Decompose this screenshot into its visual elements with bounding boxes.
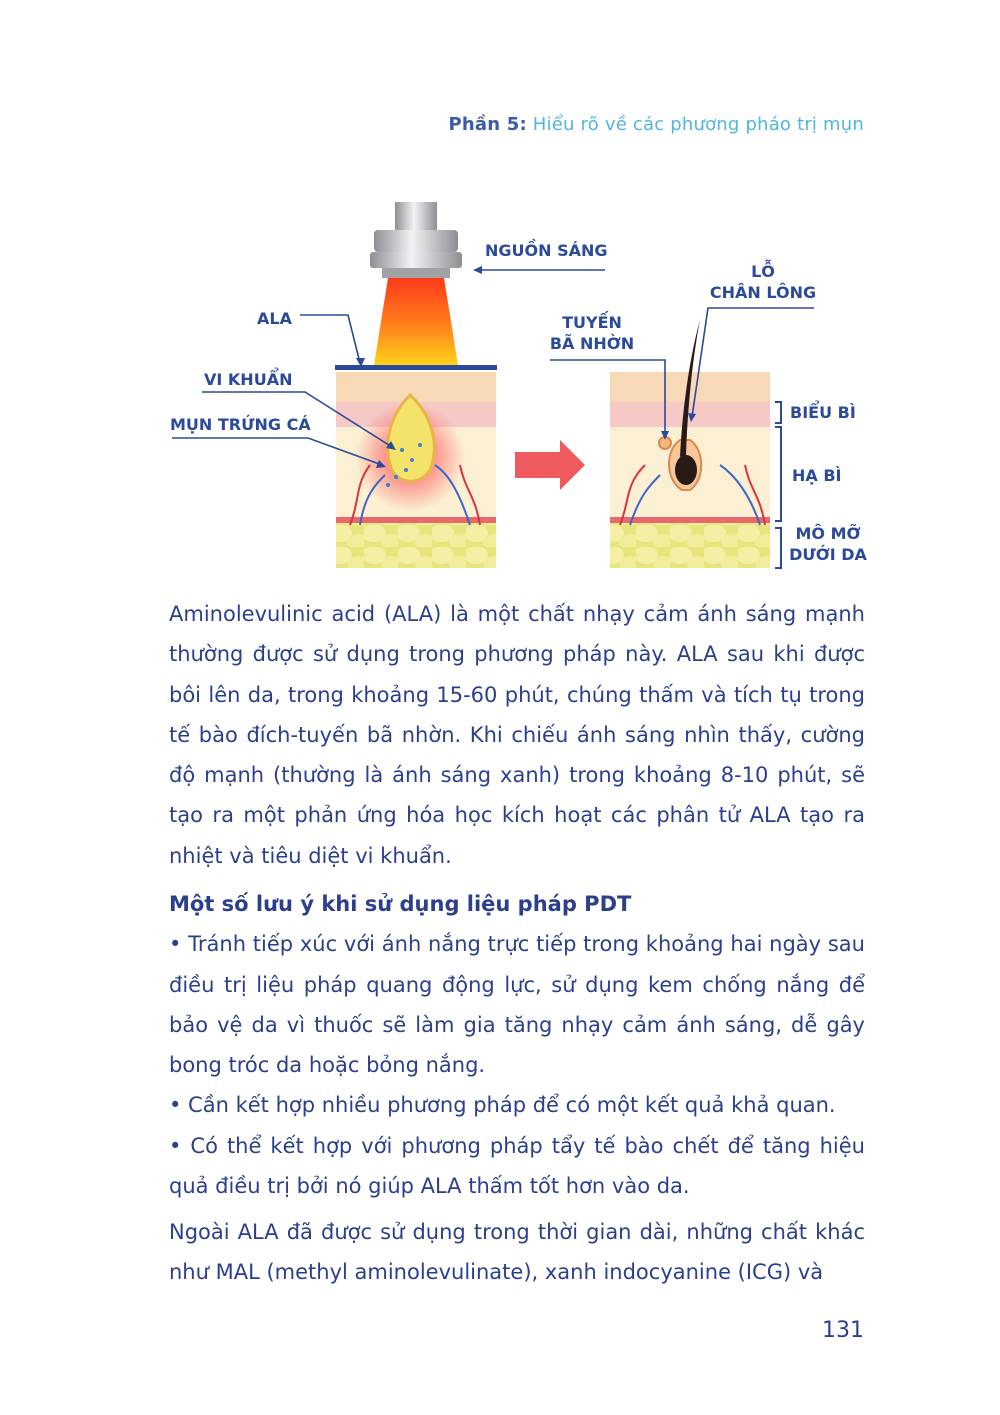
notes-heading: Một số lưu ý khi sử dụng liệu pháp PDT: [169, 892, 632, 916]
pdt-illustration: [160, 195, 880, 580]
header-part: Phần 5:: [448, 114, 527, 135]
leader-ala: [300, 315, 360, 363]
page-header: [449, 114, 865, 135]
note-item: • Tránh tiếp xúc với ánh nắng trực tiếp trong khoảng hai ngày sau điều trị liệu pháp quang động lực, sử dụng kem chống nắng để bảo vệ da vì thuốc sẽ làm gia tăng nhạy cảm ánh sáng, dễ gây bong tróc da hoặc bỏng nắng.: [169, 932, 865, 1078]
label-bacteria: VI KHUẨN: [204, 370, 293, 389]
label-pore-line1: LỖ: [751, 262, 775, 281]
device-head: [374, 230, 458, 252]
header-title: Hiểu rõ về các phương pháo trị mụn: [532, 114, 864, 135]
label-subcutaneous: [784, 523, 872, 565]
light-beam: [374, 278, 458, 365]
label-subcut-line2: DƯỚI DA: [789, 545, 867, 564]
paragraph-other-agents: [169, 1212, 865, 1293]
transition-arrow: [515, 440, 585, 490]
paragraph-ala-text: Aminolevulinic acid (ALA) là một chất nhạy cảm ánh sáng mạnh thường được sử dụng trong phương pháp này. ALA sau khi được bôi lên da, trong khoảng 15-60 phút, chúng thấm và tích tụ trong tế bào đích-tuyến bã nhờn. Khi chiếu ánh sáng nhìn thấy, cường độ mạnh (thường là ánh sáng xanh) trong khoảng 8-10 phút, sẽ tạo ra một phản ứng hóa học kích hoạt các phân tử ALA tạo ra nhiệt và tiêu diệt vi khuẩn.: [169, 602, 865, 868]
ala-layer: [335, 365, 497, 370]
label-ala: ALA: [257, 309, 292, 328]
bracket-epidermis: [775, 402, 781, 423]
note-item: • Cần kết hợp nhiều phương pháp để có một kết quả khả quan.: [169, 1093, 836, 1118]
label-pore-line2: CHÂN LÔNG: [709, 283, 817, 302]
pdt-notes: [169, 884, 865, 1206]
label-sebaceous-line1: TUYẾN: [562, 313, 622, 332]
label-pore: [708, 261, 818, 303]
label-sebaceous-gland: [545, 312, 639, 354]
label-epidermis: BIỂU BÌ: [790, 403, 856, 422]
label-subcut-line1: MÔ MỠ: [795, 524, 861, 543]
label-acne: MỤN TRỨNG CÁ: [170, 415, 311, 434]
bracket-subcut: [775, 528, 781, 568]
skin-block-before: [336, 372, 496, 568]
label-dermis: HẠ BÌ: [792, 466, 842, 485]
note-item: • Có thể kết hợp với phương pháp tẩy tế bào chết để tăng hiệu quả điều trị bởi nó giúp ALA thấm tốt hơn vào da.: [169, 1133, 865, 1199]
label-light-source: NGUỒN SÁNG: [485, 241, 608, 260]
label-sebaceous-line2: BÃ NHỜN: [549, 334, 635, 353]
bracket-dermis: [775, 427, 781, 521]
device-stem: [395, 202, 437, 232]
skin-block-after: [610, 320, 770, 568]
paragraph-other-agents-text: Ngoài ALA đã được sử dụng trong thời gian dài, những chất khác như MAL (methyl aminolevulinate), xanh indocyanine (ICG) và: [169, 1220, 865, 1285]
page-number: 131: [822, 1318, 864, 1343]
device-ring: [370, 252, 462, 268]
paragraph-ala: [169, 594, 865, 876]
